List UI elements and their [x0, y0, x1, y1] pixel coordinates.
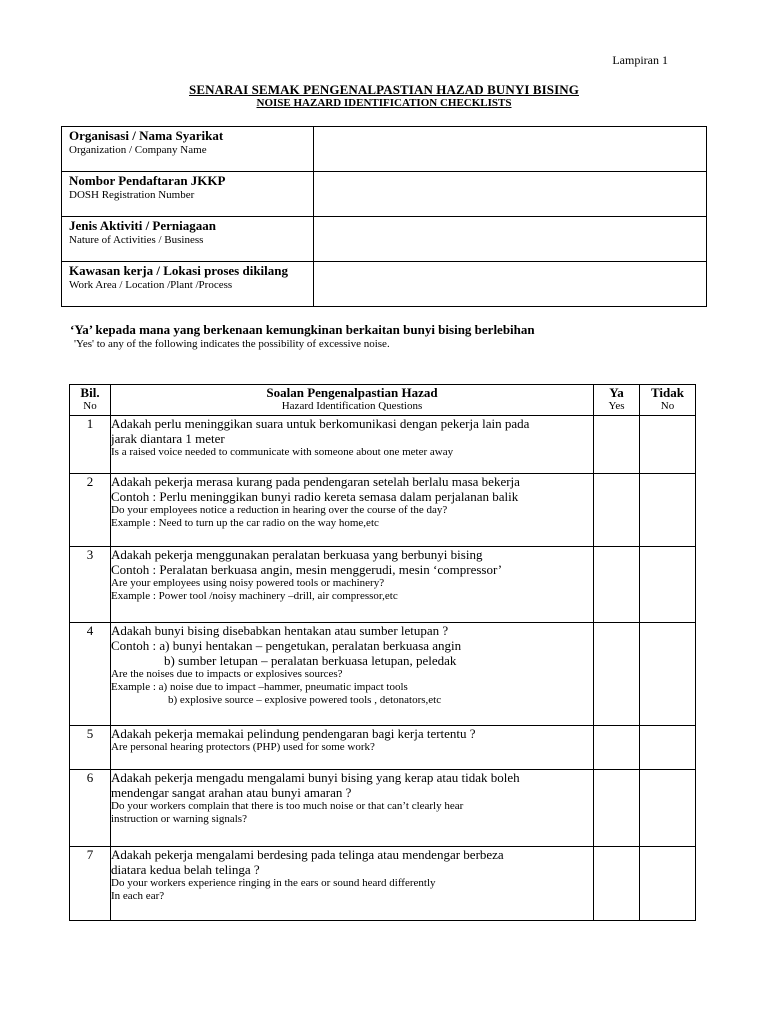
info-label-en: DOSH Registration Number — [69, 189, 195, 201]
question-ms: Contoh : Peralatan berkuasa angin, mesin menggerudi, mesin ‘compressor’ — [111, 562, 503, 577]
table-row — [70, 623, 696, 726]
question-en: Example : a) noise due to impact –hammer, pneumatic impact tools — [111, 681, 408, 693]
table-header-row — [70, 385, 696, 416]
header-ms: Bil. — [80, 385, 100, 400]
question-en: Is a raised voice needed to communicate with someone about one meter away — [111, 446, 454, 458]
registration-value-field[interactable] — [314, 172, 707, 217]
question-text — [111, 847, 594, 921]
question-number: 3 — [70, 547, 111, 623]
table-row — [70, 547, 696, 623]
question-ms: Adakah pekerja mengadu mengalami bunyi bising yang kerap atau tidak boleh — [111, 770, 520, 785]
question-text — [111, 770, 594, 847]
yes-checkbox-cell[interactable] — [594, 770, 640, 847]
no-checkbox-cell[interactable] — [640, 547, 696, 623]
info-label-en: Nature of Activities / Business — [69, 234, 204, 246]
yes-checkbox-cell[interactable] — [594, 847, 640, 921]
instruction-ms: ‘Ya’ kepada mana yang berkenaan kemungkinan berkaitan bunyi bising berlebihan — [70, 322, 535, 337]
organization-value-field[interactable] — [314, 127, 707, 172]
question-ms: Adakah pekerja menggunakan peralatan berkuasa yang berbunyi bising — [111, 547, 483, 562]
yes-checkbox-cell[interactable] — [594, 416, 640, 474]
appendix-label: Lampiran 1 — [612, 53, 668, 67]
question-number: 7 — [70, 847, 111, 921]
info-label-en: Work Area / Location /Plant /Process — [69, 279, 233, 291]
question-en: Do your workers complain that there is too much noise or that can’t clearly hear — [111, 800, 464, 812]
question-number: 4 — [70, 623, 111, 726]
question-text — [111, 547, 594, 623]
question-en: instruction or warning signals? — [111, 813, 247, 825]
info-label-ms: Organisasi / Nama Syarikat — [69, 128, 224, 143]
header-en: No — [83, 400, 97, 412]
no-checkbox-cell[interactable] — [640, 726, 696, 770]
question-en: In each ear? — [111, 890, 165, 902]
company-info-table — [61, 126, 707, 307]
info-row-organization — [62, 127, 707, 172]
column-header-yes — [594, 385, 640, 416]
document-subtitle: NOISE HAZARD IDENTIFICATION CHECKLISTS — [256, 97, 512, 109]
no-checkbox-cell[interactable] — [640, 770, 696, 847]
question-ms: Adakah bunyi bising disebabkan hentakan atau sumber letupan ? — [111, 623, 449, 638]
info-row-activities — [62, 217, 707, 262]
question-en: Do your employees notice a reduction in hearing over the course of the day? — [111, 504, 448, 516]
no-checkbox-cell[interactable] — [640, 847, 696, 921]
question-ms: Contoh : a) bunyi hentakan – pengetukan, peralatan berkuasa angin — [111, 638, 462, 653]
question-en: Do your workers experience ringing in the ears or sound heard differently — [111, 877, 436, 889]
question-ms: Adakah pekerja mengalami berdesing pada telinga atau mendengar berbeza — [111, 847, 504, 862]
question-en: Example : Need to turn up the car radio on the way home,etc — [111, 517, 379, 529]
table-row — [70, 847, 696, 921]
column-header-number — [70, 385, 111, 416]
table-row — [70, 770, 696, 847]
question-text — [111, 726, 594, 770]
question-ms: Adakah pekerja memakai pelindung pendengaran bagi kerja tertentu ? — [111, 726, 476, 741]
question-number: 5 — [70, 726, 111, 770]
no-checkbox-cell[interactable] — [640, 474, 696, 547]
question-en: Are personal hearing protectors (PHP) used for some work? — [111, 741, 375, 753]
info-label-ms: Kawasan kerja / Lokasi proses dikilang — [69, 263, 289, 278]
question-en: Example : Power tool /noisy machinery –drill, air compressor,etc — [111, 590, 398, 602]
instruction-en: 'Yes' to any of the following indicates the possibility of excessive noise. — [74, 338, 390, 350]
question-text — [111, 416, 594, 474]
yes-checkbox-cell[interactable] — [594, 726, 640, 770]
question-ms: b) sumber letupan – peralatan berkuasa letupan, peledak — [164, 653, 457, 668]
no-checkbox-cell[interactable] — [640, 416, 696, 474]
question-en: Are your employees using noisy powered tools or machinery? — [111, 577, 385, 589]
yes-checkbox-cell[interactable] — [594, 623, 640, 726]
info-label — [62, 172, 314, 217]
info-label — [62, 127, 314, 172]
info-label — [62, 217, 314, 262]
header-ms: Soalan Pengenalpastian Hazad — [266, 385, 438, 400]
question-ms: Contoh : Perlu meninggikan bunyi radio kereta semasa dalam perjalanan balik — [111, 489, 519, 504]
column-header-question — [111, 385, 594, 416]
question-text — [111, 623, 594, 726]
table-row — [70, 416, 696, 474]
info-label — [62, 262, 314, 307]
question-ms: diatara kedua belah telinga ? — [111, 862, 260, 877]
info-label-en: Organization / Company Name — [69, 144, 207, 156]
table-row — [70, 726, 696, 770]
question-number: 6 — [70, 770, 111, 847]
instruction-note — [70, 322, 535, 351]
hazard-questions-table — [69, 384, 696, 921]
question-text — [111, 474, 594, 547]
question-en: Are the noises due to impacts or explosives sources? — [111, 668, 343, 680]
header-ms: Tidak — [650, 385, 684, 400]
question-ms: Adakah perlu meninggikan suara untuk berkomunikasi dengan pekerja lain pada — [111, 416, 530, 431]
work-area-value-field[interactable] — [314, 262, 707, 307]
question-number: 1 — [70, 416, 111, 474]
info-row-registration — [62, 172, 707, 217]
header-en: No — [660, 400, 675, 412]
question-ms: Adakah pekerja merasa kurang pada pendengaran setelah berlalu masa bekerja — [111, 474, 520, 489]
no-checkbox-cell[interactable] — [640, 623, 696, 726]
question-ms: jarak diantara 1 meter — [111, 431, 225, 446]
info-row-work-area — [62, 262, 707, 307]
info-label-ms: Jenis Aktiviti / Perniagaan — [69, 218, 216, 233]
activities-value-field[interactable] — [314, 217, 707, 262]
header-en: Hazard Identification Questions — [281, 400, 423, 412]
table-row — [70, 474, 696, 547]
header-en: Yes — [608, 400, 625, 412]
yes-checkbox-cell[interactable] — [594, 474, 640, 547]
question-number: 2 — [70, 474, 111, 547]
question-en: b) explosive source – explosive powered tools , detonators,etc — [168, 694, 442, 706]
column-header-no — [640, 385, 696, 416]
yes-checkbox-cell[interactable] — [594, 547, 640, 623]
document-title: SENARAI SEMAK PENGENALPASTIAN HAZAD BUNYI BISING — [189, 82, 579, 97]
header-ms: Ya — [609, 385, 624, 400]
question-ms: mendengar sangat arahan atau bunyi amaran ? — [111, 785, 352, 800]
info-label-ms: Nombor Pendaftaran JKKP — [69, 173, 226, 188]
